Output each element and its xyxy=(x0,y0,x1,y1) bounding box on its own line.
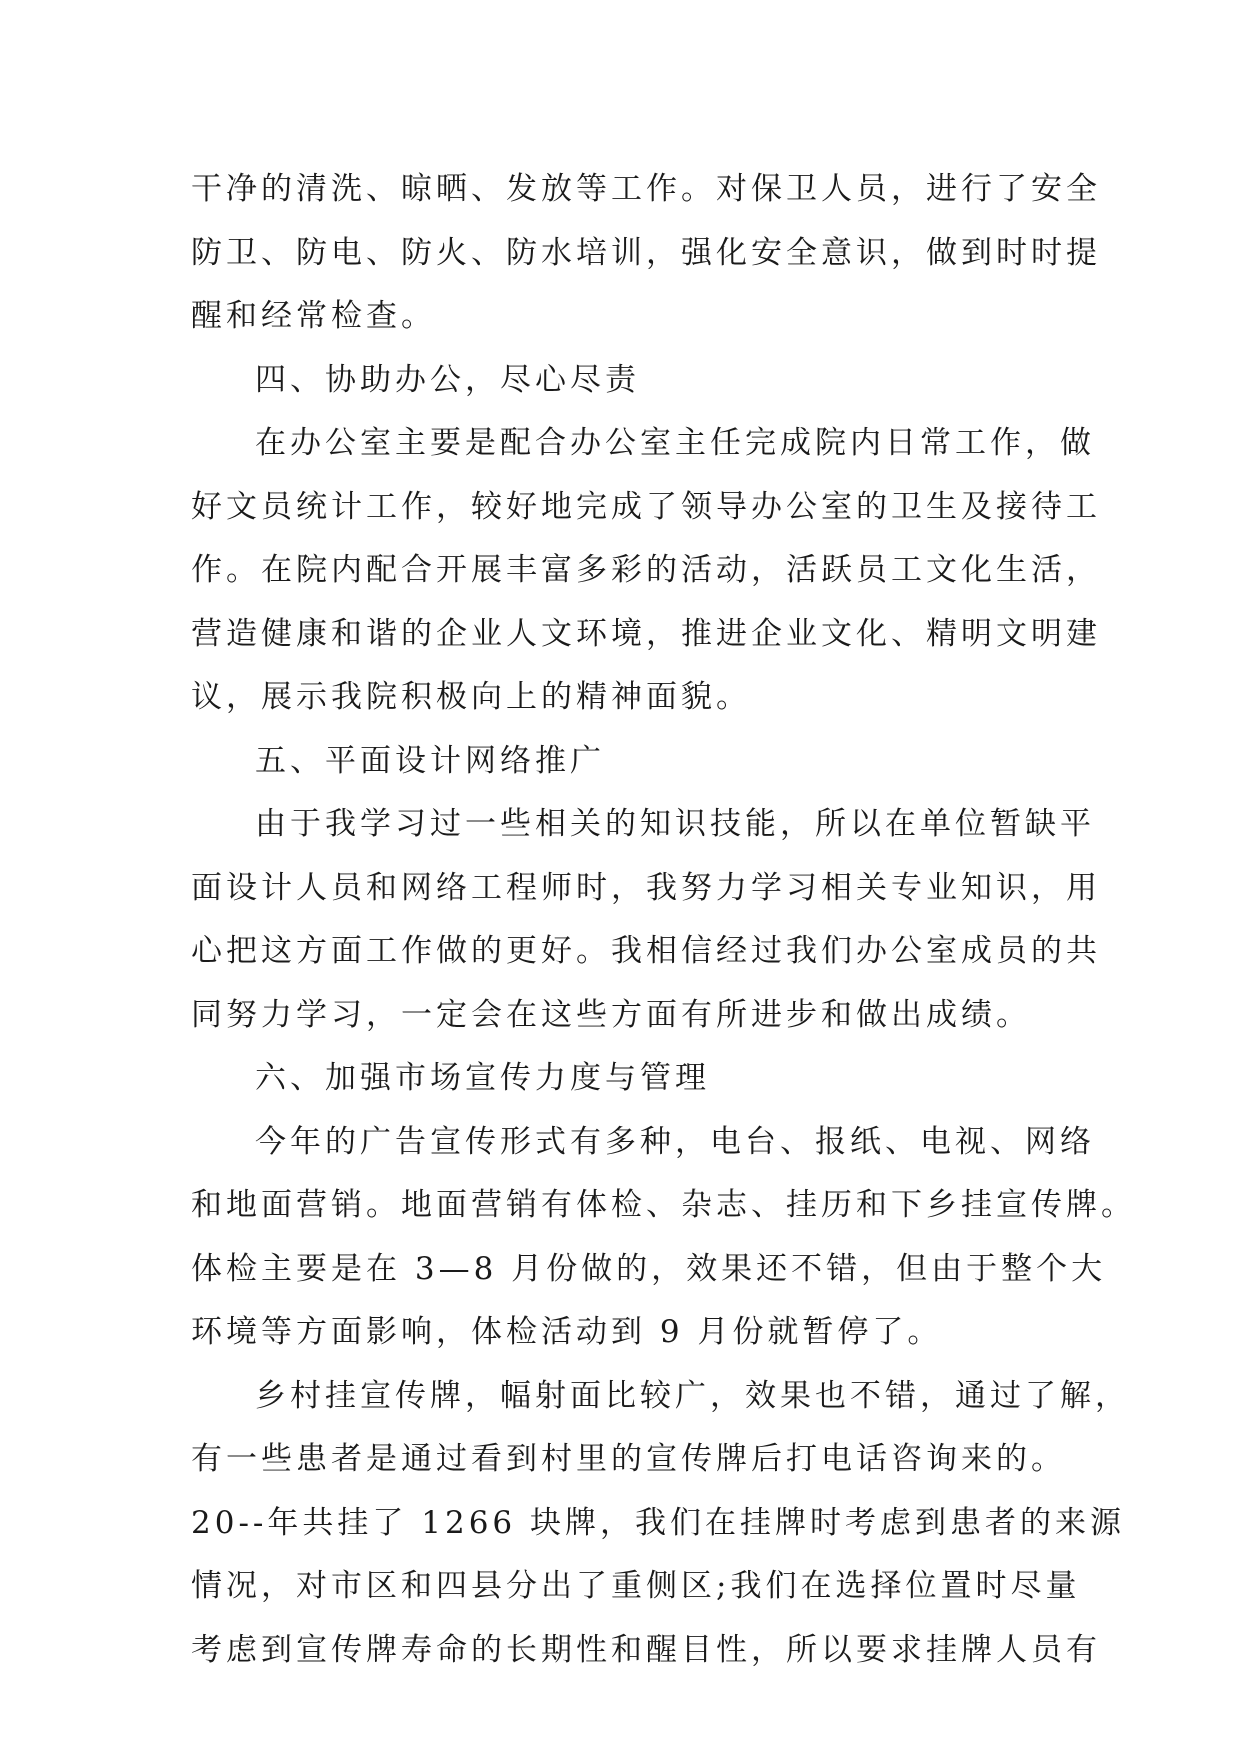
text-line: 乡村挂宣传牌，幅射面比较广，效果也不错，通过了解， xyxy=(255,1377,1130,1414)
text-line: 防卫、防电、防火、防水培训，强化安全意识，做到时时提 xyxy=(191,234,1101,271)
text-line: 20--年共挂了 1266 块牌，我们在挂牌时考虑到患者的来源 xyxy=(191,1504,1125,1541)
text-line: 醒和经常检查。 xyxy=(191,298,436,334)
section-heading: 五、平面设计网络推广 xyxy=(255,742,605,779)
section-heading: 六、加强市场宣传力度与管理 xyxy=(255,1060,710,1096)
text-line: 好文员统计工作，较好地完成了领导办公室的卫生及接待工 xyxy=(191,488,1101,525)
text-line: 体检主要是在 3—8 月份做的，效果还不错，但由于整个大 xyxy=(191,1250,1107,1287)
text-line: 由于我学习过一些相关的知识技能，所以在单位暂缺平 xyxy=(255,806,1095,842)
text-line: 环境等方面影响，体检活动到 9 月份就暂停了。 xyxy=(191,1314,943,1350)
text-line: 在办公室主要是配合办公室主任完成院内日常工作，做 xyxy=(255,425,1095,461)
section-heading: 四、协助办公，尽心尽责 xyxy=(255,361,640,398)
text-line: 今年的广告宣传形式有多种，电台、报纸、电视、网络 xyxy=(255,1123,1095,1160)
text-line: 干净的清洗、晾晒、发放等工作。对保卫人员，进行了安全 xyxy=(191,171,1101,207)
text-line: 心把这方面工作做的更好。我相信经过我们办公室成员的共 xyxy=(191,933,1101,969)
text-line: 面设计人员和网络工程师时，我努力学习相关专业知识，用 xyxy=(191,869,1101,906)
text-line: 有一些患者是通过看到村里的宣传牌后打电话咨询来的。 xyxy=(191,1441,1066,1477)
text-line: 和地面营销。地面营销有体检、杂志、挂历和下乡挂宣传牌。 xyxy=(191,1187,1136,1223)
text-line: 作。在院内配合开展丰富多彩的活动，活跃员工文化生活， xyxy=(191,552,1101,588)
text-line: 考虑到宣传牌寿命的长期性和醒目性，所以要求挂牌人员有 xyxy=(191,1631,1101,1668)
text-line: 议，展示我院积极向上的精神面貌。 xyxy=(191,679,751,715)
text-line: 同努力学习，一定会在这些方面有所进步和做出成绩。 xyxy=(191,996,1031,1033)
text-line: 情况，对市区和四县分出了重侧区;我们在选择位置时尽量 xyxy=(191,1568,1081,1604)
document-body xyxy=(191,158,1136,1682)
text-line: 营造健康和谐的企业人文环境，推进企业文化、精明文明建 xyxy=(191,615,1101,652)
